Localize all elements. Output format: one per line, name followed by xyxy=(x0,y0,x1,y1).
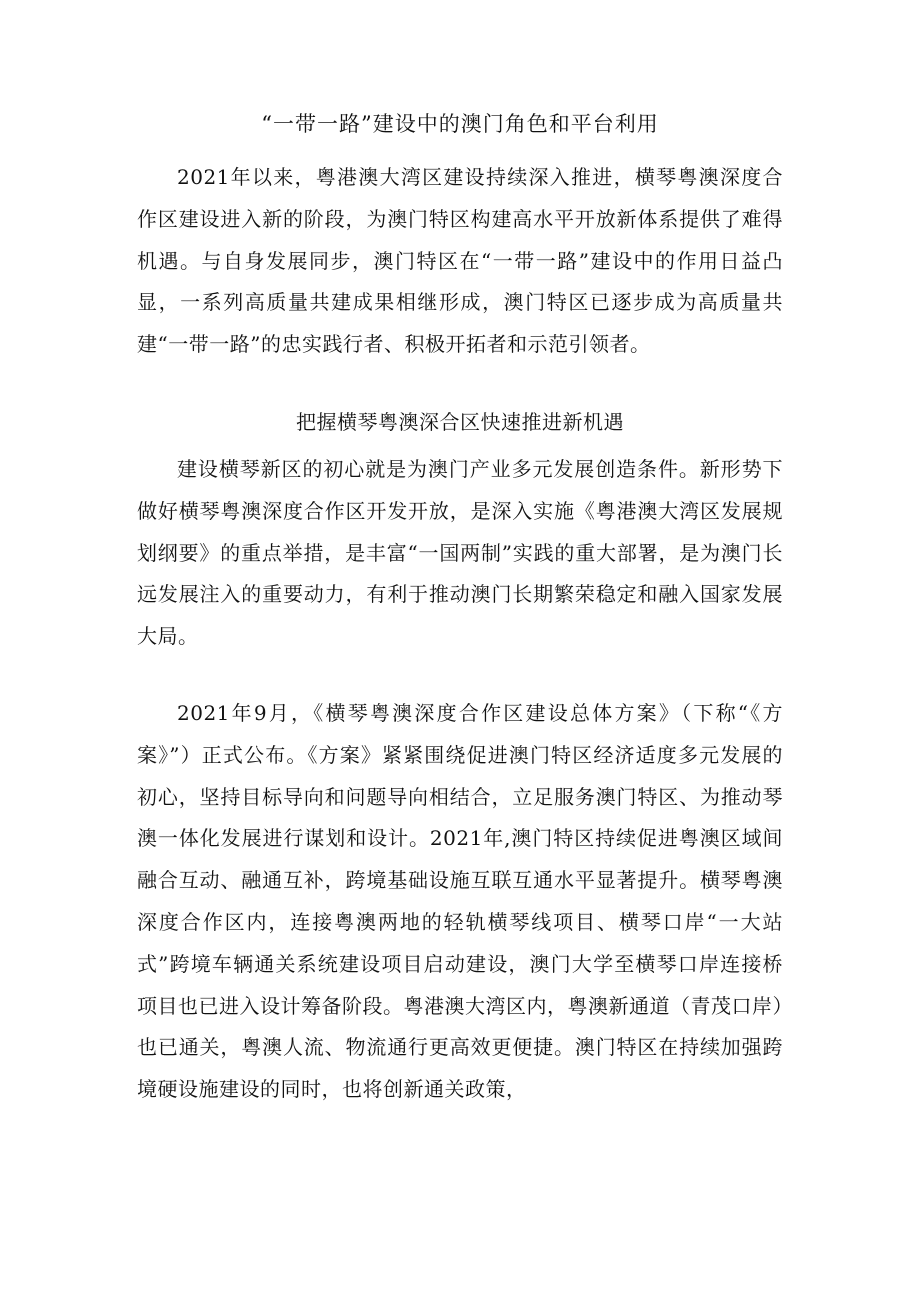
paragraph-hengqin: 建设横琴新区的初心就是为澳门产业多元发展创造条件。新形势下做好横琴粤澳深度合作区开发开放，是深入实施《粤港澳大湾区发展规划纲要》的重点举措，是丰富“一国两制”实践的重大部署，是为澳门长远发展注入的重要动力，有利于推动澳门长期繁荣稳定和融入国家发展大局。 xyxy=(137,457,783,649)
paragraph-intro: 2021年以来，粤港澳大湾区建设持续深入推进，横琴粤澳深度合作区建设进入新的阶段，为澳门特区构建高水平开放新体系提供了难得机遇。与自身发展同步，澳门特区在“一带一路”建设中的作用日益凸显，一系列高质量共建成果相继形成，澳门特区已逐步成为高质量共建“一带一路”的忠实践行者、积极开拓者和示范引领者。 xyxy=(137,165,783,357)
section-heading: 把握横琴粤澳深合区快速推进新机遇 xyxy=(296,410,624,434)
paragraph-plan: 2021年9月，《横琴粤澳深度合作区建设总体方案》（下称“《方案》”）正式公布。《方案》紧紧围绕促进澳门特区经济适度多元发展的初心，坚持目标导向和问题导向相结合，立足服务澳门特区、为推动琴澳一体化发展进行谋划和设计。2021年,澳门特区持续促进粤澳区域间融合互动、融通互补，跨境基础设施互联互通水平显著提升。横琴粤澳深度合作区内，连接粤澳两地的轻轨横琴线项目、横琴口岸“一大站式”跨境车辆通关系统建设项目启动建设，澳门大学至横琴口岸连接桥项目也已进入设计筹备阶段。粤港澳大湾区内，粤澳新通道（青茂口岸）也已通关，粤澳人流、物流通行更高效更便捷。澳门特区在持续加强跨境硬设施建设的同时，也将创新通关政策， xyxy=(137,701,783,1102)
document-title: “一带一路”建设中的澳门角色和平台利用 xyxy=(261,112,659,136)
